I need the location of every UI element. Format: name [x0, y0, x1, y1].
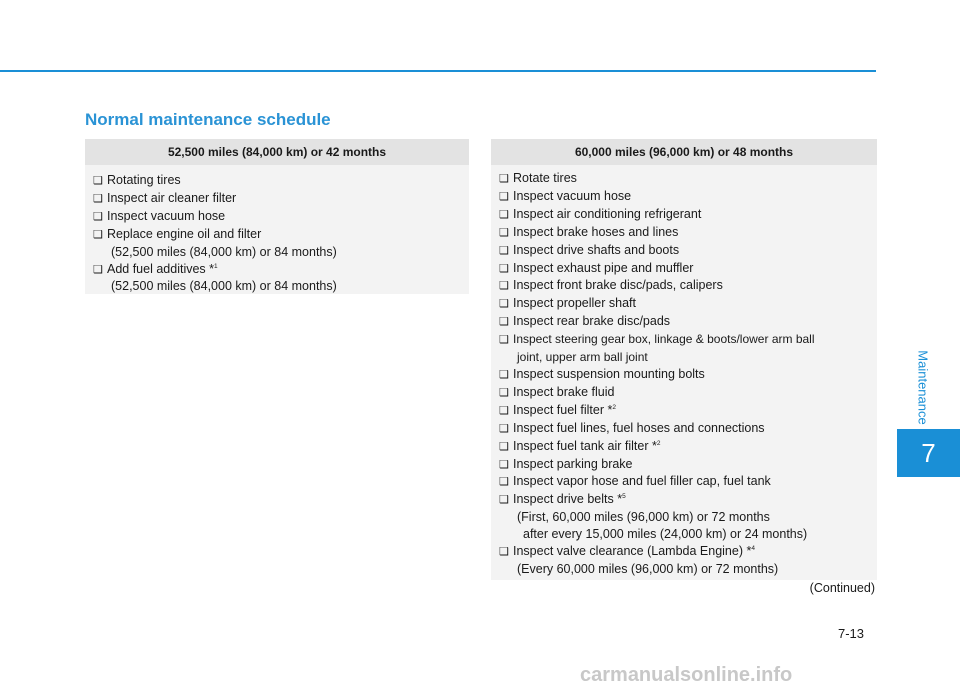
checkbox-icon: ❑ [499, 386, 509, 399]
checkbox-icon: ❑ [499, 298, 509, 311]
page-number: 7-13 [838, 626, 865, 641]
continued-label: (Continued) [809, 580, 875, 595]
checklist-item [499, 473, 877, 491]
checkbox-icon: ❑ [499, 262, 509, 275]
checkbox-icon: ❑ [499, 476, 509, 489]
item-text: Inspect vapor hose and fuel filler cap, fuel tank [513, 474, 771, 489]
footnote-mark: 2 [612, 403, 616, 411]
footnote-mark: 1 [214, 262, 218, 270]
item-text: Inspect steering gear box, linkage & boots/lower arm ball [513, 332, 815, 347]
checkbox-icon: ❑ [93, 192, 103, 205]
checklist-item [499, 295, 877, 313]
header-rule [0, 70, 876, 72]
checklist-item [499, 543, 877, 561]
schedule-box-60000 [491, 139, 877, 595]
item-text: Inspect front brake disc/pads, calipers [513, 278, 723, 293]
checklist-item [499, 331, 877, 349]
checklist-item [93, 190, 469, 208]
item-text: Inspect fuel tank air filter * [513, 438, 657, 453]
checkbox-icon: ❑ [93, 175, 103, 187]
footnote-mark: 4 [751, 544, 755, 552]
checklist-item [93, 208, 469, 226]
item-detail: (52,500 miles (84,000 km) or 84 months) [111, 279, 337, 294]
checklist [85, 165, 469, 295]
checklist-item [499, 402, 877, 420]
item-text: Inspect brake hoses and lines [513, 224, 679, 239]
checkbox-icon: ❑ [499, 404, 509, 417]
checkbox-icon: ❑ [499, 368, 509, 381]
item-text: Inspect vacuum hose [107, 208, 226, 223]
schedule-box-52500 [85, 139, 469, 294]
checkbox-icon: ❑ [93, 210, 103, 223]
checklist-item [499, 170, 877, 188]
checkbox-icon: ❑ [499, 334, 509, 347]
footnote-mark: 2 [656, 439, 661, 447]
item-text: Rotate tires [513, 171, 577, 185]
item-detail: (First, 60,000 miles (96,000 km) or 72 months [517, 510, 770, 525]
checklist-item [499, 420, 877, 438]
checklist-item [499, 313, 877, 331]
item-text: Inspect rear brake disc/pads [513, 314, 671, 329]
checkbox-icon: ❑ [499, 546, 509, 559]
item-detail: (Every 60,000 miles (96,000 km) or 72 months) [517, 561, 779, 576]
site-watermark: carmanualsonline.info [580, 664, 793, 686]
item-text: Inspect brake fluid [513, 384, 615, 399]
item-text: Add fuel additives * [107, 261, 215, 276]
checklist-item [93, 172, 469, 190]
chapter-tab-label [886, 345, 960, 429]
checklist-item [93, 261, 469, 279]
checkbox-icon: ❑ [93, 228, 103, 241]
checklist-item [499, 224, 877, 242]
checklist-item [499, 242, 877, 260]
checkbox-icon: ❑ [499, 280, 509, 293]
item-detail: joint, upper arm ball joint [517, 350, 648, 365]
schedule-header: 60,000 miles (96,000 km) or 48 months [491, 139, 877, 165]
footnote-mark: 5 [622, 493, 626, 501]
checkbox-icon: ❑ [499, 226, 509, 239]
checkbox-icon: ❑ [499, 494, 509, 507]
checklist-item [499, 384, 877, 402]
item-text: Inspect drive shafts and boots [513, 242, 680, 257]
item-text: Inspect air conditioning refrigerant [513, 206, 702, 221]
item-text: Inspect suspension mounting bolts [513, 366, 705, 381]
checklist-item [93, 226, 469, 244]
item-text: Inspect drive belts * [513, 492, 623, 507]
item-text: Inspect fuel lines, fuel hoses and connections [513, 420, 765, 435]
checklist-item [499, 188, 877, 206]
checkbox-icon: ❑ [499, 422, 509, 435]
item-text: Inspect vacuum hose [513, 188, 632, 203]
item-text: Rotating tires [107, 173, 181, 187]
checkbox-icon: ❑ [499, 440, 509, 453]
schedule-header: 52,500 miles (84,000 km) or 42 months [85, 139, 469, 165]
checkbox-icon: ❑ [499, 458, 509, 471]
item-detail: (52,500 miles (84,000 km) or 84 months) [111, 244, 337, 259]
item-text: Inspect propeller shaft [513, 296, 636, 311]
checkbox-icon: ❑ [499, 316, 509, 329]
checklist-item [499, 456, 877, 474]
checklist-item [499, 260, 877, 278]
checklist-item [499, 366, 877, 384]
checkbox-icon: ❑ [499, 173, 509, 185]
item-detail: after every 15,000 miles (24,000 km) or 24 months) [523, 527, 808, 542]
checkbox-icon: ❑ [499, 244, 509, 257]
item-text: Replace engine oil and filter [107, 226, 262, 241]
chapter-tab-text: Maintenance [915, 349, 931, 425]
checklist-item [499, 438, 877, 456]
item-text: Inspect parking brake [513, 456, 633, 471]
item-text: Inspect valve clearance (Lambda Engine) * [513, 544, 752, 559]
checkbox-icon: ❑ [499, 208, 509, 221]
checklist [491, 165, 877, 595]
chapter-tab-number: 7 [897, 429, 960, 477]
checklist-item [499, 277, 877, 295]
item-text: Inspect exhaust pipe and muffler [513, 260, 694, 275]
checkbox-icon: ❑ [93, 263, 103, 276]
item-text: Inspect air cleaner filter [107, 190, 237, 205]
checkbox-icon: ❑ [499, 190, 509, 203]
checklist-item [499, 206, 877, 224]
checklist-item [499, 491, 877, 509]
item-text: Inspect fuel filter * [513, 402, 613, 417]
section-title: Normal maintenance schedule [85, 110, 331, 129]
